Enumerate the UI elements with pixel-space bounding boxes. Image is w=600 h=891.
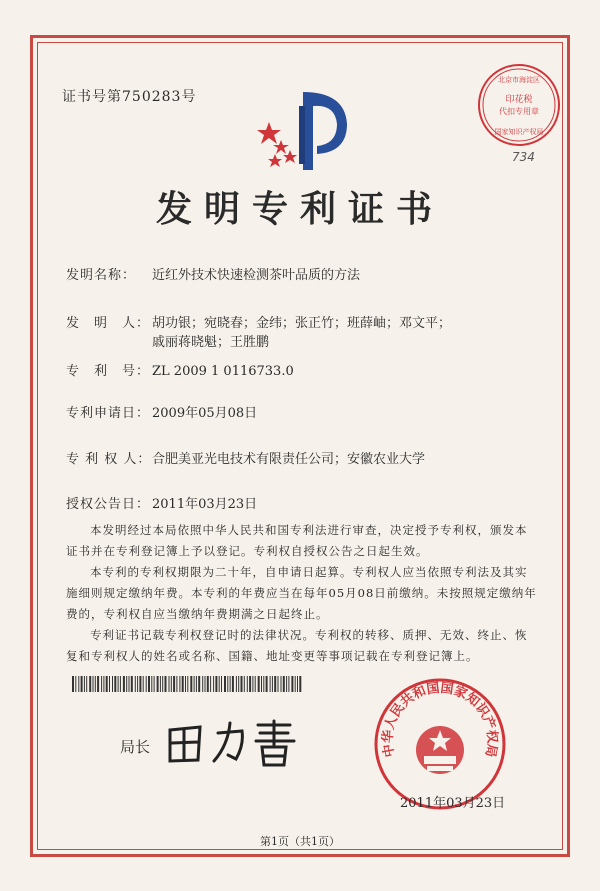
issue-date: 2011年03月23日 (400, 796, 506, 811)
svg-text:印花税: 印花税 (505, 95, 533, 105)
filing-date-value: 2009年05月08日 (152, 406, 258, 421)
handwritten-number: 734 (512, 150, 535, 164)
svg-text:中华人民共和国国家知识产权局: 中华人民共和国国家知识产权局 (380, 680, 500, 759)
inventors-label: 发 明 人： (66, 316, 151, 331)
patentee-row (66, 450, 522, 469)
svg-text:北京市海淀区: 北京市海淀区 (498, 76, 540, 84)
paragraph-2: 本专利的专利权期限为二十年，自申请日起算。专利权人应当依照专利法及其实施细则规定缴纳年费。本专利的年费应当在每年05月08日前缴纳。未按照规定缴纳年费的，专利权自应当缴纳年费期满之日起终止。 (66, 565, 537, 621)
invention-name-value: 近红外技术快速检测茶叶品质的方法 (152, 268, 361, 283)
svg-text:国家知识产权局: 国家知识产权局 (494, 128, 544, 136)
paragraph-3: 专利证书记载专利权登记时的法律状况。专利权的转移、质押、无效、终止、恢复和专利权人的姓名或名称、国籍、地址变更等事项记载在专利登记簿上。 (66, 628, 528, 663)
certificate-number: 证书号第750283号 (62, 89, 197, 105)
director-label: 局长 (120, 738, 151, 756)
grant-date-value: 2011年03月23日 (152, 497, 258, 512)
svg-text:代扣专用章: 代扣专用章 (499, 107, 539, 116)
grant-date-label: 授权公告日： (66, 497, 151, 512)
page-title: 发明专利证书 (155, 189, 444, 230)
patent-number-value: ZL 2009 1 0116733.0 (152, 364, 294, 379)
patent-office-logo-icon (255, 82, 355, 172)
filing-date-row (66, 404, 257, 423)
director-signature (160, 715, 310, 770)
grant-date-row (66, 495, 257, 514)
inventors-row (66, 314, 452, 352)
inventors-value: 胡功银；宛晓春；金纬；张正竹；班薛岫；邓文平；戚丽蒋晓魁；王胜鹏 (152, 316, 452, 350)
tax-stamp-seal (476, 62, 562, 148)
invention-name-label: 发明名称： (66, 268, 137, 283)
filing-date-label: 专利申请日： (66, 406, 151, 421)
patentee-label: 专 利 权 人： (66, 452, 152, 467)
paragraph-1: 本发明经过本局依照中华人民共和国专利法进行审查，决定授予专利权，颁发本证书并在专利登记簿上予以登记。专利权自授权公告之日起生效。 (66, 523, 528, 558)
invention-name-row (66, 266, 522, 285)
page-number: 第1页（共1页） (260, 835, 340, 848)
barcode (72, 676, 304, 692)
patent-number-label: 专 利 号： (66, 364, 151, 379)
patent-number-row (66, 362, 294, 381)
patentee-value: 合肥美亚光电技术有限责任公司；安徽农业大学 (152, 452, 426, 467)
